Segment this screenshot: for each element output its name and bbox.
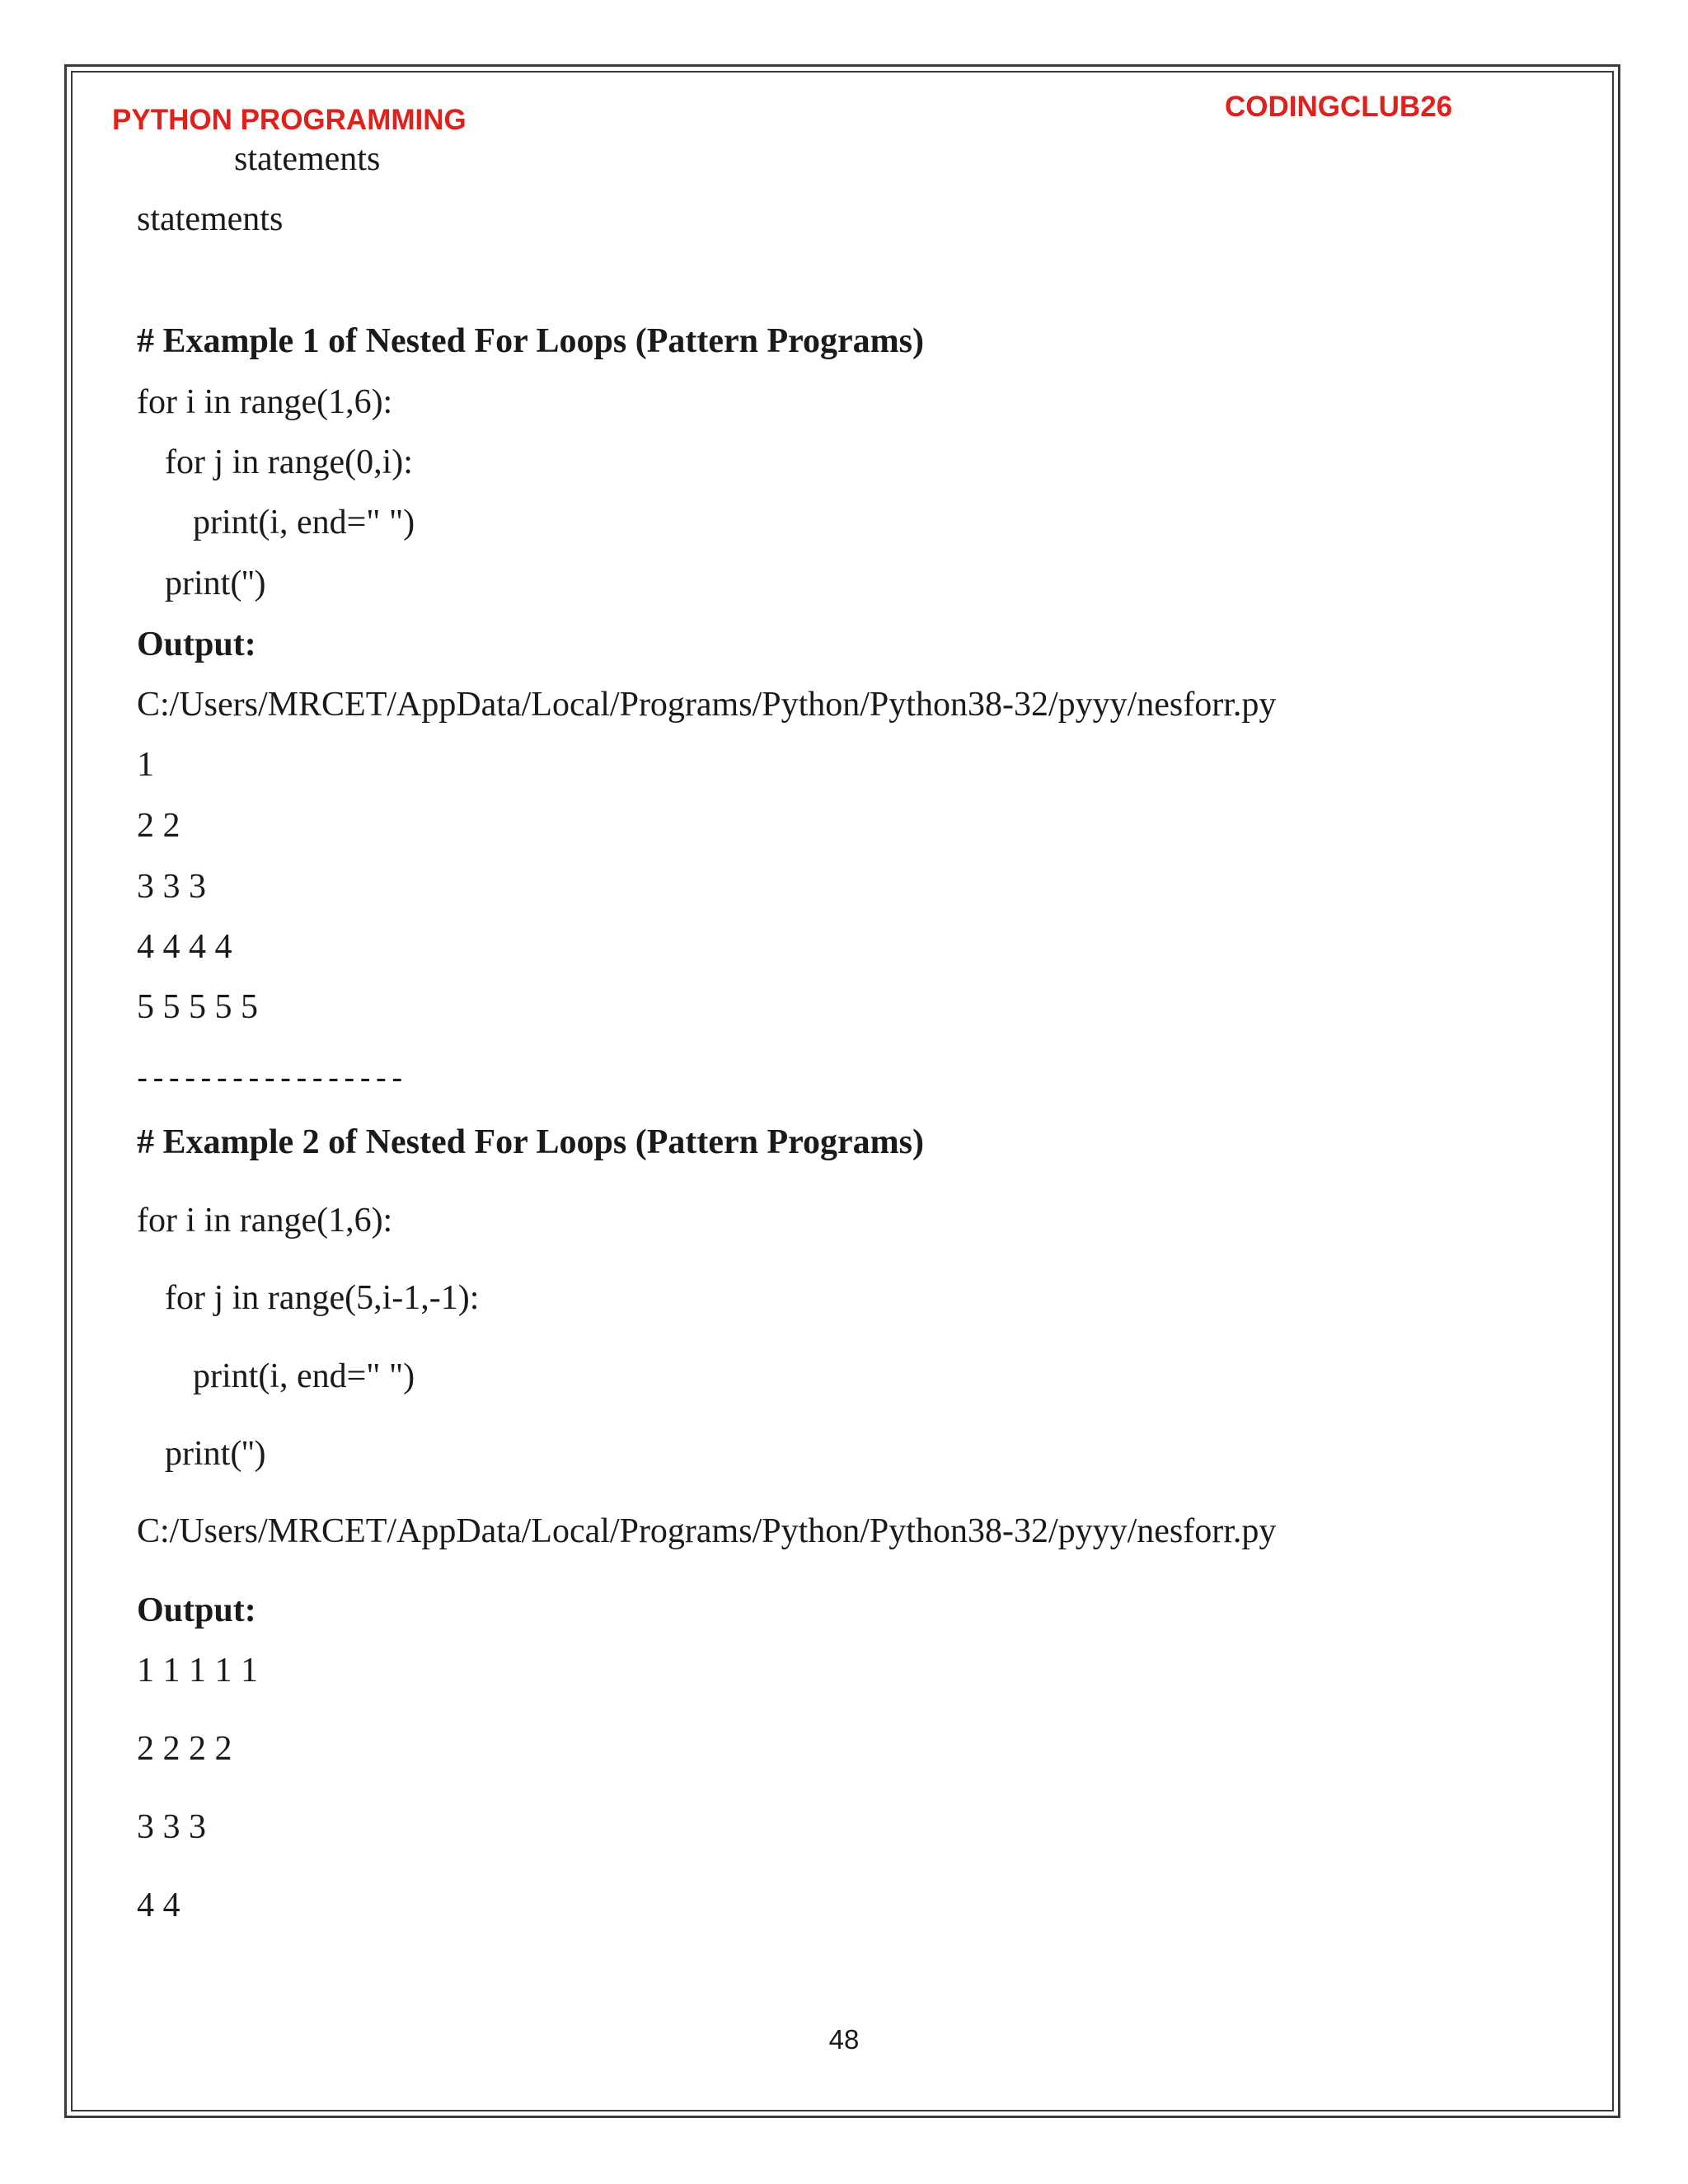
example-2-output-line-4: 4 4 — [137, 1886, 181, 1924]
example-2-heading: # Example 2 of Nested For Loops (Pattern Programs) — [137, 1123, 924, 1161]
example-1-code-line-4: print('') — [165, 565, 266, 602]
example-2-code-line-1: for i in range(1,6): — [137, 1202, 393, 1240]
separator-dashes: ----------------- — [137, 1060, 408, 1096]
example-2-code-line-4: print('') — [165, 1435, 266, 1473]
example-1-output-line-3: 3 3 3 — [137, 868, 206, 906]
example-1-output-line-4: 4 4 4 4 — [137, 928, 232, 966]
example-2-output-line-2: 2 2 2 2 — [137, 1730, 232, 1768]
example-1-code-line-2: for j in range(0,i): — [165, 443, 413, 481]
statements-line-indented: statements — [234, 140, 381, 178]
statements-line: statements — [137, 200, 284, 238]
example-2-code-line-3: print(i, end=" ") — [193, 1357, 415, 1395]
example-2-code-line-2: for j in range(5,i-1,-1): — [165, 1279, 480, 1317]
example-1-output-line-1: 1 — [137, 746, 154, 784]
example-2-output-line-1: 1 1 1 1 1 — [137, 1652, 258, 1690]
example-1-output-line-5: 5 5 5 5 5 — [137, 988, 258, 1026]
example-1-file-path: C:/Users/MRCET/AppData/Local/Programs/Python/Python38-32/pyyy/nesforr.py — [137, 686, 1277, 724]
example-1-heading: # Example 1 of Nested For Loops (Pattern Programs) — [137, 322, 924, 360]
example-1-code-line-3: print(i, end=" ") — [193, 504, 415, 541]
header-right-title: CODINGCLUB26 — [1225, 91, 1453, 123]
header-left-title: PYTHON PROGRAMMING — [112, 104, 467, 136]
page-number: 48 — [828, 2024, 860, 2055]
example-2-file-path: C:/Users/MRCET/AppData/Local/Programs/Python/Python38-32/pyyy/nesforr.py — [137, 1512, 1277, 1550]
example-1-code-line-1: for i in range(1,6): — [137, 383, 393, 421]
example-1-output-line-2: 2 2 — [137, 807, 181, 845]
example-1-output-label: Output: — [137, 626, 256, 663]
example-2-output-label: Output: — [137, 1591, 256, 1629]
example-2-output-line-3: 3 3 3 — [137, 1808, 206, 1846]
